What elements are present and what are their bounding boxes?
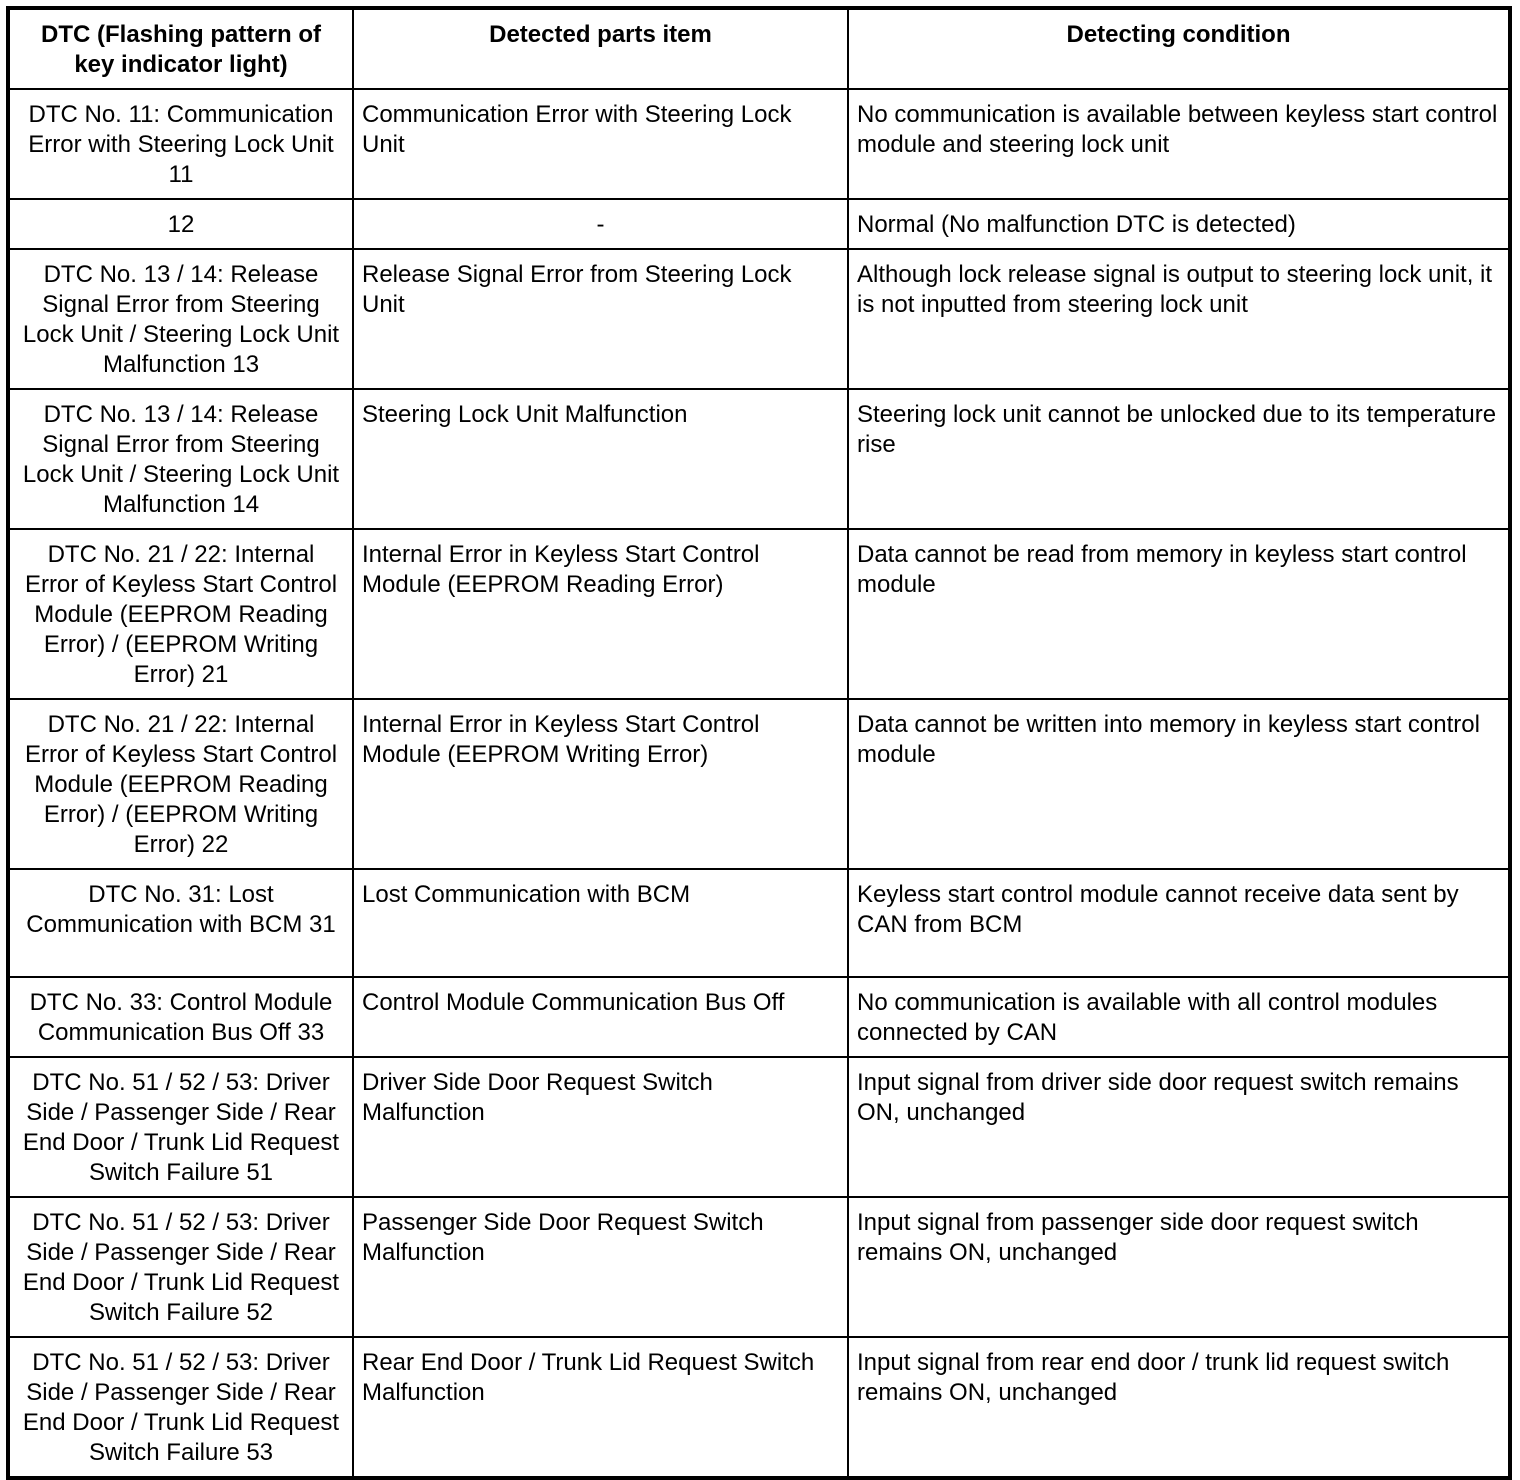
table-body [8,89,1510,1478]
table-row [8,1057,1510,1197]
dtc-cell: DTC No. 21 / 22: Internal Error of Keyless Start Control Module (EEPROM Reading Error) / (EEPROM Writing Error) 22 [8,699,353,869]
detected-part-cell: Control Module Communication Bus Off [353,977,848,1057]
condition-cell: Steering lock unit cannot be unlocked due to its temperature rise [848,389,1510,529]
header-detected-parts: Detected parts item [353,8,848,89]
detected-part-cell: Internal Error in Keyless Start Control Module (EEPROM Writing Error) [353,699,848,869]
dtc-cell: DTC No. 51 / 52 / 53: Driver Side / Passenger Side / Rear End Door / Trunk Lid Request Switch Failure 51 [8,1057,353,1197]
detected-part-cell: Lost Communication with BCM [353,869,848,977]
condition-cell: Input signal from driver side door request switch remains ON, unchanged [848,1057,1510,1197]
table-row [8,1197,1510,1337]
detected-part-cell: Driver Side Door Request Switch Malfunction [353,1057,848,1197]
detected-part-cell: Steering Lock Unit Malfunction [353,389,848,529]
detected-part-cell: Internal Error in Keyless Start Control Module (EEPROM Reading Error) [353,529,848,699]
dtc-cell: DTC No. 31: Lost Communication with BCM 31 [8,869,353,977]
table-header [8,8,1510,89]
condition-cell: Input signal from rear end door / trunk lid request switch remains ON, unchanged [848,1337,1510,1478]
table-row [8,389,1510,529]
table-row [8,977,1510,1057]
dtc-cell: DTC No. 51 / 52 / 53: Driver Side / Passenger Side / Rear End Door / Trunk Lid Request Switch Failure 53 [8,1337,353,1478]
dtc-cell: DTC No. 33: Control Module Communication Bus Off 33 [8,977,353,1057]
condition-cell: Data cannot be written into memory in keyless start control module [848,699,1510,869]
dtc-cell: 12 [8,199,353,249]
detected-part-cell: Rear End Door / Trunk Lid Request Switch Malfunction [353,1337,848,1478]
condition-cell: No communication is available between keyless start control module and steering lock unit [848,89,1510,199]
condition-cell: Normal (No malfunction DTC is detected) [848,199,1510,249]
dtc-cell: DTC No. 51 / 52 / 53: Driver Side / Passenger Side / Rear End Door / Trunk Lid Request Switch Failure 52 [8,1197,353,1337]
table-row [8,249,1510,389]
detected-part-cell: Release Signal Error from Steering Lock Unit [353,249,848,389]
dtc-cell: DTC No. 13 / 14: Release Signal Error from Steering Lock Unit / Steering Lock Unit Malfunction 13 [8,249,353,389]
dtc-cell: DTC No. 13 / 14: Release Signal Error from Steering Lock Unit / Steering Lock Unit Malfunction 14 [8,389,353,529]
condition-cell: Although lock release signal is output to steering lock unit, it is not inputted from steering lock unit [848,249,1510,389]
dtc-table [6,6,1512,1480]
condition-cell: Keyless start control module cannot receive data sent by CAN from BCM [848,869,1510,977]
dtc-cell: DTC No. 21 / 22: Internal Error of Keyless Start Control Module (EEPROM Reading Error) / (EEPROM Writing Error) 21 [8,529,353,699]
condition-cell: Input signal from passenger side door request switch remains ON, unchanged [848,1197,1510,1337]
table-row [8,869,1510,977]
detected-part-cell: Communication Error with Steering Lock Unit [353,89,848,199]
dtc-cell: DTC No. 11: Communication Error with Steering Lock Unit 11 [8,89,353,199]
table-row [8,199,1510,249]
condition-cell: No communication is available with all control modules connected by CAN [848,977,1510,1057]
condition-cell: Data cannot be read from memory in keyless start control module [848,529,1510,699]
detected-part-cell: Passenger Side Door Request Switch Malfunction [353,1197,848,1337]
header-row [8,8,1510,89]
table-row [8,699,1510,869]
header-dtc: DTC (Flashing pattern of key indicator light) [8,8,353,89]
table-row [8,1337,1510,1478]
detected-part-cell: - [353,199,848,249]
table-row [8,89,1510,199]
table-row [8,529,1510,699]
header-detecting-condition: Detecting condition [848,8,1510,89]
